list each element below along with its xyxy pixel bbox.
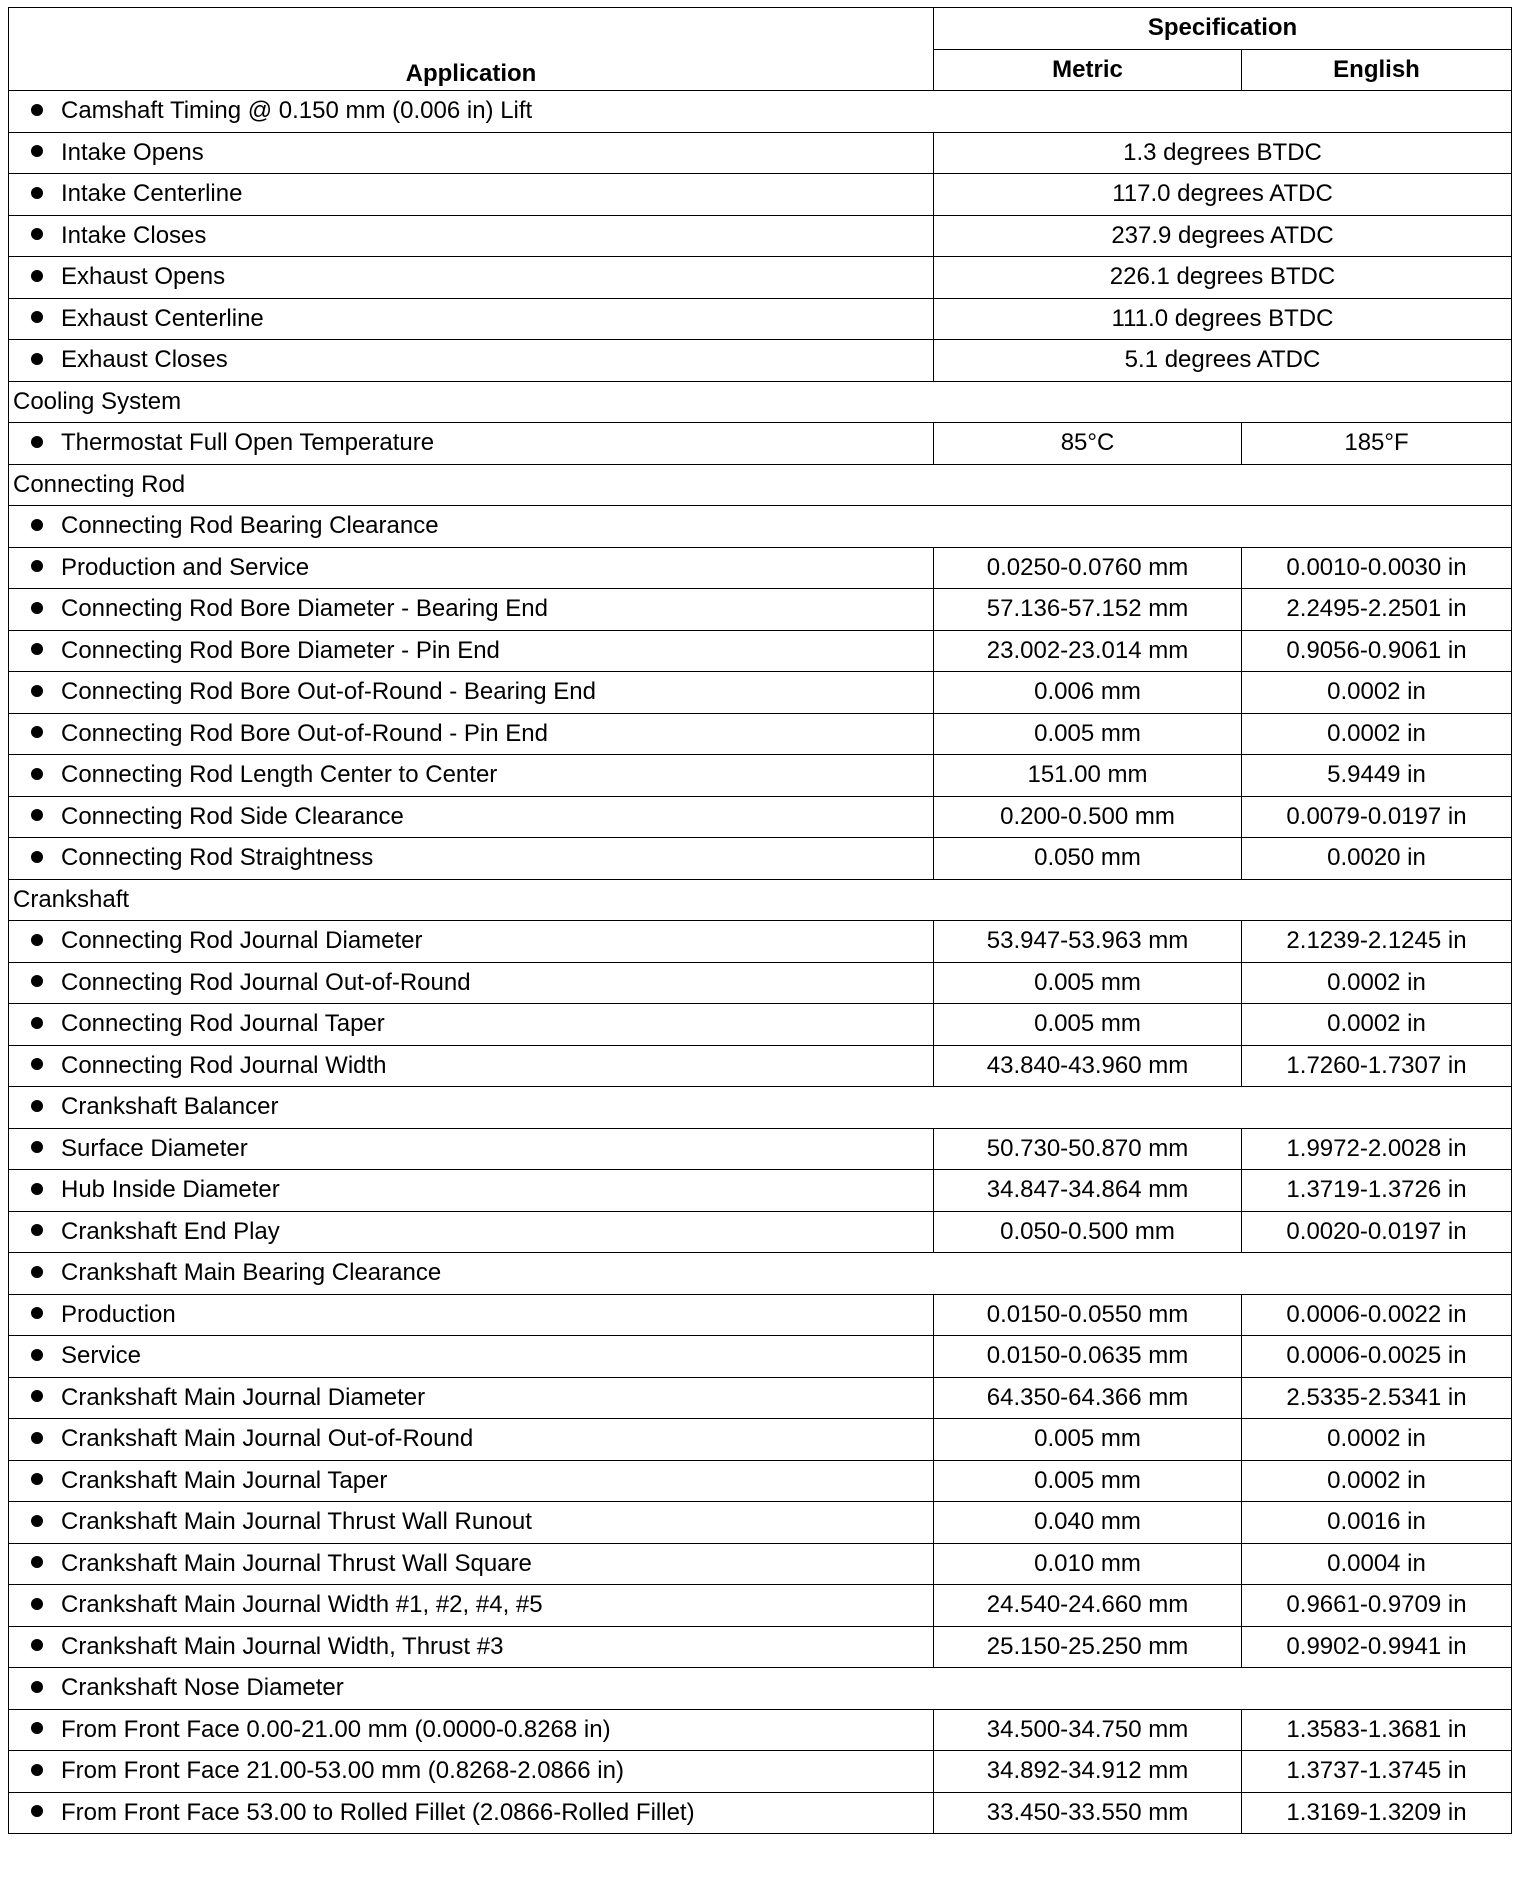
bullet-icon xyxy=(31,1764,43,1776)
application-cell xyxy=(9,1087,1512,1129)
application-cell xyxy=(9,340,934,382)
row-label: Connecting Rod Bore Out-of-Round - Pin End xyxy=(61,719,548,747)
application-cell xyxy=(9,1626,934,1668)
bullet-icon xyxy=(31,1141,43,1153)
bullet-icon xyxy=(31,1390,43,1402)
bullet-icon xyxy=(31,1100,43,1112)
english-value: 0.9661-0.9709 in xyxy=(1242,1585,1512,1627)
section-row xyxy=(9,464,1512,506)
metric-value: 64.350-64.366 mm xyxy=(934,1377,1242,1419)
bullet-icon xyxy=(31,519,43,531)
english-value: 0.0006-0.0022 in xyxy=(1242,1294,1512,1336)
bullet-icon xyxy=(31,1639,43,1651)
bullet-icon xyxy=(31,560,43,572)
bullet-icon xyxy=(31,1183,43,1195)
english-value: 1.3737-1.3745 in xyxy=(1242,1751,1512,1793)
spec-value: 237.9 degrees ATDC xyxy=(934,215,1512,257)
bullet-icon xyxy=(31,104,43,116)
english-value: 1.3719-1.3726 in xyxy=(1242,1170,1512,1212)
bullet-icon xyxy=(31,1349,43,1361)
row-label: From Front Face 0.00-21.00 mm (0.0000-0.8268 in) xyxy=(61,1715,611,1743)
row-label: Connecting Rod xyxy=(13,470,186,498)
table-row xyxy=(9,1626,1512,1668)
application-cell xyxy=(9,1128,934,1170)
metric-value: 43.840-43.960 mm xyxy=(934,1045,1242,1087)
english-value: 0.0002 in xyxy=(1242,1004,1512,1046)
application-cell xyxy=(9,1502,934,1544)
bullet-icon xyxy=(31,1681,43,1693)
table-row xyxy=(9,174,1512,216)
table-row xyxy=(9,1045,1512,1087)
application-cell xyxy=(9,630,934,672)
header-application: Application xyxy=(9,8,934,91)
application-cell xyxy=(9,672,934,714)
application-cell xyxy=(9,838,934,880)
table-row xyxy=(9,257,1512,299)
application-cell xyxy=(9,713,934,755)
metric-value: 50.730-50.870 mm xyxy=(934,1128,1242,1170)
row-label: Intake Closes xyxy=(61,221,207,249)
application-cell xyxy=(9,1294,934,1336)
row-label: Crankshaft Main Journal Width, Thrust #3 xyxy=(61,1632,504,1660)
english-value: 0.0002 in xyxy=(1242,672,1512,714)
group-row xyxy=(9,91,1512,133)
row-label: Crankshaft Main Journal Taper xyxy=(61,1466,388,1494)
row-label: Crankshaft Main Journal Width #1, #2, #4, #5 xyxy=(61,1591,543,1619)
bullet-icon xyxy=(31,1017,43,1029)
application-cell xyxy=(9,1751,934,1793)
metric-value: 151.00 mm xyxy=(934,755,1242,797)
metric-value: 0.005 mm xyxy=(934,962,1242,1004)
bullet-icon xyxy=(31,1556,43,1568)
row-label: Thermostat Full Open Temperature xyxy=(61,429,435,457)
row-label: Connecting Rod Journal Diameter xyxy=(61,927,423,955)
section-label xyxy=(9,381,1512,423)
row-label: Crankshaft Main Journal Out-of-Round xyxy=(61,1425,474,1453)
group-row xyxy=(9,1668,1512,1710)
section-row xyxy=(9,879,1512,921)
bullet-icon xyxy=(31,1473,43,1485)
group-row xyxy=(9,1253,1512,1295)
metric-value: 0.0150-0.0635 mm xyxy=(934,1336,1242,1378)
table-body xyxy=(9,91,1512,1834)
row-label: Surface Diameter xyxy=(61,1134,248,1162)
row-label: Connecting Rod Journal Taper xyxy=(61,1010,385,1038)
table-row xyxy=(9,838,1512,880)
bullet-icon xyxy=(31,685,43,697)
bullet-icon xyxy=(31,975,43,987)
application-cell xyxy=(9,132,934,174)
metric-value: 53.947-53.963 mm xyxy=(934,921,1242,963)
application-cell xyxy=(9,91,1512,133)
application-cell xyxy=(9,755,934,797)
header-specification: Specification xyxy=(934,8,1512,50)
application-cell xyxy=(9,257,934,299)
table-row xyxy=(9,1294,1512,1336)
metric-value: 0.040 mm xyxy=(934,1502,1242,1544)
table-row xyxy=(9,1211,1512,1253)
row-label: Intake Centerline xyxy=(61,180,243,208)
english-value: 0.9056-0.9061 in xyxy=(1242,630,1512,672)
specification-table xyxy=(8,7,1512,1834)
row-label: Exhaust Closes xyxy=(61,346,228,374)
bullet-icon xyxy=(31,726,43,738)
bullet-icon xyxy=(31,228,43,240)
english-value: 0.0004 in xyxy=(1242,1543,1512,1585)
bullet-icon xyxy=(31,1805,43,1817)
english-value: 0.0010-0.0030 in xyxy=(1242,547,1512,589)
header-english: English xyxy=(1242,49,1512,91)
table-row xyxy=(9,630,1512,672)
application-cell xyxy=(9,506,1512,548)
metric-value: 0.0150-0.0550 mm xyxy=(934,1294,1242,1336)
row-label: Connecting Rod Bearing Clearance xyxy=(61,512,439,540)
spec-value: 226.1 degrees BTDC xyxy=(934,257,1512,299)
application-cell xyxy=(9,921,934,963)
bullet-icon xyxy=(31,436,43,448)
english-value: 1.3169-1.3209 in xyxy=(1242,1792,1512,1834)
table-row xyxy=(9,672,1512,714)
metric-value: 34.500-34.750 mm xyxy=(934,1709,1242,1751)
table-row xyxy=(9,340,1512,382)
metric-value: 0.0250-0.0760 mm xyxy=(934,547,1242,589)
table-row xyxy=(9,962,1512,1004)
row-label: Connecting Rod Bore Diameter - Pin End xyxy=(61,636,500,664)
application-cell xyxy=(9,1253,1512,1295)
metric-value: 24.540-24.660 mm xyxy=(934,1585,1242,1627)
english-value: 0.0079-0.0197 in xyxy=(1242,796,1512,838)
application-cell xyxy=(9,215,934,257)
english-value: 0.0002 in xyxy=(1242,962,1512,1004)
application-cell xyxy=(9,589,934,631)
bullet-icon xyxy=(31,1266,43,1278)
metric-value: 0.005 mm xyxy=(934,1419,1242,1461)
row-label: Crankshaft Nose Diameter xyxy=(61,1674,344,1702)
table-row xyxy=(9,1751,1512,1793)
english-value: 0.0002 in xyxy=(1242,1460,1512,1502)
english-value: 0.0002 in xyxy=(1242,713,1512,755)
bullet-icon xyxy=(31,353,43,365)
metric-value: 25.150-25.250 mm xyxy=(934,1626,1242,1668)
application-cell xyxy=(9,298,934,340)
application-cell xyxy=(9,1377,934,1419)
application-cell xyxy=(9,1668,1512,1710)
application-cell xyxy=(9,1709,934,1751)
row-label: Cooling System xyxy=(13,387,182,415)
row-label: Camshaft Timing @ 0.150 mm (0.006 in) Lift xyxy=(61,97,533,125)
application-cell xyxy=(9,547,934,589)
application-cell xyxy=(9,1460,934,1502)
application-cell xyxy=(9,962,934,1004)
group-row xyxy=(9,506,1512,548)
application-cell xyxy=(9,1004,934,1046)
metric-value: 85°C xyxy=(934,423,1242,465)
table-row xyxy=(9,423,1512,465)
metric-value: 57.136-57.152 mm xyxy=(934,589,1242,631)
row-label: Crankshaft Main Bearing Clearance xyxy=(61,1259,442,1287)
english-value: 0.0002 in xyxy=(1242,1419,1512,1461)
row-label: Connecting Rod Bore Out-of-Round - Bearing End xyxy=(61,678,596,706)
spec-value: 1.3 degrees BTDC xyxy=(934,132,1512,174)
application-cell xyxy=(9,1419,934,1461)
english-value: 1.9972-2.0028 in xyxy=(1242,1128,1512,1170)
application-cell xyxy=(9,1792,934,1834)
english-value: 0.0020 in xyxy=(1242,838,1512,880)
row-label: Crankshaft Main Journal Diameter xyxy=(61,1383,426,1411)
application-cell xyxy=(9,796,934,838)
table-row xyxy=(9,921,1512,963)
row-label: Production and Service xyxy=(61,553,310,581)
metric-value: 0.010 mm xyxy=(934,1543,1242,1585)
bullet-icon xyxy=(31,1307,43,1319)
table-row xyxy=(9,1460,1512,1502)
section-label xyxy=(9,879,1512,921)
row-label: Connecting Rod Bore Diameter - Bearing End xyxy=(61,595,548,623)
table-row xyxy=(9,547,1512,589)
bullet-icon xyxy=(31,643,43,655)
table-row xyxy=(9,1377,1512,1419)
bullet-icon xyxy=(31,851,43,863)
bullet-icon xyxy=(31,1722,43,1734)
table-row xyxy=(9,1585,1512,1627)
bullet-icon xyxy=(31,187,43,199)
english-value: 0.9902-0.9941 in xyxy=(1242,1626,1512,1668)
english-value: 5.9449 in xyxy=(1242,755,1512,797)
bullet-icon xyxy=(31,145,43,157)
spec-value: 111.0 degrees BTDC xyxy=(934,298,1512,340)
application-cell xyxy=(9,423,934,465)
metric-value: 0.050 mm xyxy=(934,838,1242,880)
table-row xyxy=(9,298,1512,340)
english-value: 0.0016 in xyxy=(1242,1502,1512,1544)
row-label: Hub Inside Diameter xyxy=(61,1176,280,1204)
metric-value: 23.002-23.014 mm xyxy=(934,630,1242,672)
table-row xyxy=(9,1170,1512,1212)
spec-value: 5.1 degrees ATDC xyxy=(934,340,1512,382)
row-label: Production xyxy=(61,1300,176,1328)
table-row xyxy=(9,1336,1512,1378)
bullet-icon xyxy=(31,602,43,614)
bullet-icon xyxy=(31,1515,43,1527)
english-value: 185°F xyxy=(1242,423,1512,465)
english-value: 0.0020-0.0197 in xyxy=(1242,1211,1512,1253)
row-label: Connecting Rod Straightness xyxy=(61,844,374,872)
table-row xyxy=(9,132,1512,174)
group-row xyxy=(9,1087,1512,1129)
row-label: Connecting Rod Journal Out-of-Round xyxy=(61,968,471,996)
row-label: Connecting Rod Side Clearance xyxy=(61,802,404,830)
metric-value: 34.892-34.912 mm xyxy=(934,1751,1242,1793)
table-row xyxy=(9,1543,1512,1585)
row-label: Crankshaft xyxy=(13,885,130,913)
table-row xyxy=(9,1419,1512,1461)
application-cell xyxy=(9,1336,934,1378)
table-row xyxy=(9,1128,1512,1170)
bullet-icon xyxy=(31,311,43,323)
metric-value: 34.847-34.864 mm xyxy=(934,1170,1242,1212)
row-label: Exhaust Opens xyxy=(61,263,226,291)
application-cell xyxy=(9,1170,934,1212)
table-row xyxy=(9,713,1512,755)
row-label: Connecting Rod Journal Width xyxy=(61,1051,387,1079)
row-label: Crankshaft Main Journal Thrust Wall Runout xyxy=(61,1508,532,1536)
table-row xyxy=(9,1502,1512,1544)
row-label: Crankshaft Main Journal Thrust Wall Square xyxy=(61,1549,532,1577)
row-label: Crankshaft End Play xyxy=(61,1217,280,1245)
metric-value: 0.050-0.500 mm xyxy=(934,1211,1242,1253)
bullet-icon xyxy=(31,809,43,821)
row-label: From Front Face 21.00-53.00 mm (0.8268-2.0866 in) xyxy=(61,1757,624,1785)
table-row xyxy=(9,1709,1512,1751)
row-label: Exhaust Centerline xyxy=(61,304,264,332)
header-row xyxy=(9,8,1512,50)
metric-value: 0.200-0.500 mm xyxy=(934,796,1242,838)
bullet-icon xyxy=(31,1432,43,1444)
table-row xyxy=(9,1792,1512,1834)
bullet-icon xyxy=(31,1598,43,1610)
english-value: 0.0006-0.0025 in xyxy=(1242,1336,1512,1378)
table-row xyxy=(9,589,1512,631)
row-label: From Front Face 53.00 to Rolled Fillet (2.0866-Rolled Fillet) xyxy=(61,1798,695,1826)
metric-value: 0.005 mm xyxy=(934,713,1242,755)
table-row xyxy=(9,215,1512,257)
application-cell xyxy=(9,1211,934,1253)
metric-value: 0.005 mm xyxy=(934,1004,1242,1046)
english-value: 2.2495-2.2501 in xyxy=(1242,589,1512,631)
bullet-icon xyxy=(31,1058,43,1070)
english-value: 1.3583-1.3681 in xyxy=(1242,1709,1512,1751)
bullet-icon xyxy=(31,270,43,282)
bullet-icon xyxy=(31,1224,43,1236)
bullet-icon xyxy=(31,934,43,946)
section-label xyxy=(9,464,1512,506)
metric-value: 0.006 mm xyxy=(934,672,1242,714)
application-cell xyxy=(9,174,934,216)
row-label: Crankshaft Balancer xyxy=(61,1093,279,1121)
english-value: 2.5335-2.5341 in xyxy=(1242,1377,1512,1419)
table-row xyxy=(9,1004,1512,1046)
metric-value: 33.450-33.550 mm xyxy=(934,1792,1242,1834)
spec-value: 117.0 degrees ATDC xyxy=(934,174,1512,216)
section-row xyxy=(9,381,1512,423)
application-cell xyxy=(9,1045,934,1087)
table-row xyxy=(9,755,1512,797)
english-value: 2.1239-2.1245 in xyxy=(1242,921,1512,963)
bullet-icon xyxy=(31,768,43,780)
english-value: 1.7260-1.7307 in xyxy=(1242,1045,1512,1087)
application-cell xyxy=(9,1543,934,1585)
metric-value: 0.005 mm xyxy=(934,1460,1242,1502)
header-metric: Metric xyxy=(934,49,1242,91)
row-label: Connecting Rod Length Center to Center xyxy=(61,761,498,789)
row-label: Intake Opens xyxy=(61,138,204,166)
application-cell xyxy=(9,1585,934,1627)
table-row xyxy=(9,796,1512,838)
row-label: Service xyxy=(61,1342,142,1370)
